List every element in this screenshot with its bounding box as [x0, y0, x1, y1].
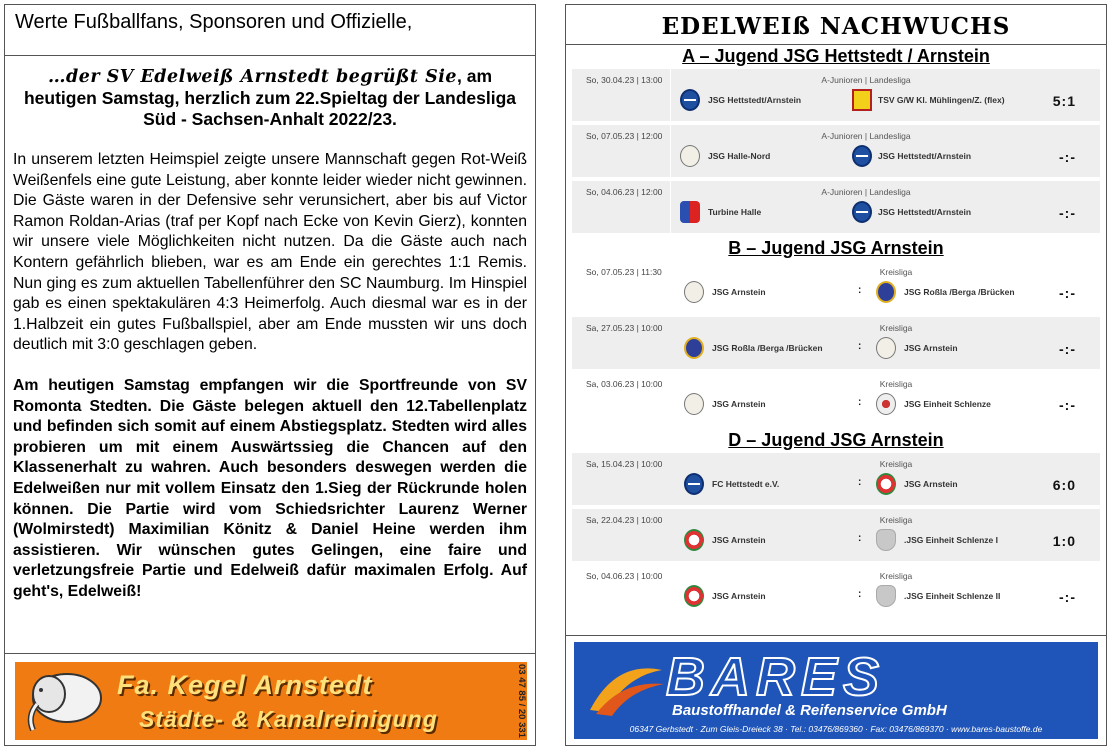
- match-date: Sa, 03.06.23 | 10:00: [586, 379, 663, 389]
- team-crest-icon: [680, 201, 700, 223]
- team-crest-icon: [684, 337, 704, 359]
- today-match-preview: Am heutigen Samstag empfangen wir die Sportfreunde von SV Romonta Stedten. Die Gäste belegen aktuell den 12.Tabellenplatz und befinden sich somit auf einem Abstiegsplatz. Stedten wird alles probieren um mit einem Auswärtssieg die Chancen auf den Klassenerhalt zu wahren. Auch besonders deswegen werden die Edelweißen nur mit vollem Einsatz den 1.Sieg der Rückrunde holen können. Die Partie wird vom Schiedsrichter Laurenz Werner (Wolmirstedt) Maximilian Könitz & Daniel Heine werden ihm assistieren. Wir wünschen gutes Gelingen, eine faire und verletzungsfreie Partie und Edelweiß dafür maximalen Erfolg. Auf geht's, Edelweiß!: [13, 376, 527, 600]
- welcome-intro: [5, 56, 535, 130]
- team-crest-icon: [684, 585, 704, 607]
- away-team: JSG Einheit Schlenze: [904, 399, 991, 409]
- away-team: .JSG Einheit Schlenze I: [904, 535, 998, 545]
- kegel-ad-name: Fa. Kegel Arnstedt: [117, 670, 373, 700]
- match-result: 1:0: [1052, 533, 1076, 549]
- home-team: JSG Arnstein: [712, 535, 766, 545]
- score-separator: :: [858, 397, 862, 408]
- match-league: Kreisliga: [879, 267, 913, 277]
- kegel-ad-service: Städte- & Kanalreinigung: [139, 706, 438, 732]
- match-league: A-Junioren | Landesliga: [821, 75, 911, 85]
- team-crest-icon: [684, 281, 704, 303]
- match-date: So, 30.04.23 | 13:00: [586, 75, 663, 85]
- flame-swoosh-icon: [586, 650, 666, 720]
- match-date: So, 04.06.23 | 10:00: [586, 571, 663, 581]
- score-separator: :: [858, 589, 862, 600]
- team-crest-icon: [852, 201, 872, 223]
- bares-ad-banner: [574, 642, 1098, 739]
- match-result: -:-: [1059, 397, 1076, 413]
- match-league: Kreisliga: [879, 379, 913, 389]
- home-team: FC Hettstedt e.V.: [712, 479, 780, 489]
- home-team: JSG Roßla /Berga /Brücken: [712, 343, 823, 353]
- match-date: Sa, 22.04.23 | 10:00: [586, 515, 663, 525]
- kegel-ad-banner: [15, 662, 527, 740]
- score-separator: :: [858, 285, 862, 296]
- section-heading-b: B – Jugend JSG Arnstein: [728, 238, 944, 258]
- team-crest-icon: [876, 473, 896, 495]
- match-result: 6:0: [1052, 477, 1076, 493]
- team-crest-icon: [684, 393, 704, 415]
- section-heading-d: D – Jugend JSG Arnstein: [728, 430, 944, 450]
- away-team: JSG Hettstedt/Arnstein: [878, 151, 972, 161]
- away-team: JSG Arnstein: [904, 343, 958, 353]
- home-team: JSG Arnstein: [712, 591, 766, 601]
- match-date: So, 07.05.23 | 11:30: [586, 267, 662, 277]
- team-crest-icon: [684, 473, 704, 495]
- match-row: [572, 453, 1100, 505]
- score-separator: :: [858, 341, 862, 352]
- elephant-icon: [19, 666, 109, 736]
- sponsor-ad-box-left: [5, 653, 535, 745]
- match-result: 5:1: [1052, 93, 1076, 109]
- kegel-ad-phone: 03 47 85 / 20 331: [509, 662, 527, 740]
- away-team: JSG Arnstein: [904, 479, 958, 489]
- team-crest-icon: [876, 393, 896, 415]
- team-crest-icon: [684, 529, 704, 551]
- away-team: JSG Roßla /Berga /Brücken: [904, 287, 1015, 297]
- score-separator: :: [858, 477, 862, 488]
- bares-ad-name: BARES: [666, 647, 886, 707]
- home-team: JSG Arnstein: [712, 399, 766, 409]
- match-result: -:-: [1059, 341, 1076, 357]
- match-league: Kreisliga: [879, 571, 913, 581]
- team-crest-icon: [876, 529, 896, 551]
- team-crest-icon: [680, 89, 700, 111]
- youth-panel: [565, 4, 1107, 746]
- match-result: -:-: [1059, 205, 1076, 221]
- youth-title: EDELWEIß NACHWUCHS: [566, 5, 1106, 45]
- match-row: [572, 69, 1100, 121]
- bares-ad-subtitle: Baustoffhandel & Reifenservice GmbH: [672, 702, 947, 719]
- match-league: A-Junioren | Landesliga: [821, 187, 911, 197]
- welcome-panel: [4, 4, 536, 746]
- team-crest-icon: [876, 337, 896, 359]
- match-league: Kreisliga: [879, 459, 913, 469]
- away-team: .JSG Einheit Schlenze II: [904, 591, 1001, 601]
- match-date: Sa, 27.05.23 | 10:00: [586, 323, 663, 333]
- home-team: JSG Halle-Nord: [708, 151, 771, 161]
- club-greeting: …der SV Edelweiß Arnstedt begrüßt Sie: [47, 67, 457, 87]
- match-row: [572, 181, 1100, 233]
- match-league: A-Junioren | Landesliga: [821, 131, 911, 141]
- away-team: TSV G/W Kl. Mühlingen/Z. (flex): [878, 95, 1005, 105]
- match-league: Kreisliga: [879, 323, 913, 333]
- match-date: So, 07.05.23 | 12:00: [586, 131, 663, 141]
- match-date: Sa, 15.04.23 | 10:00: [586, 459, 663, 469]
- home-team: Turbine Halle: [708, 207, 762, 217]
- team-crest-icon: [680, 145, 700, 167]
- section-heading-a: A – Jugend JSG Hettstedt / Arnstein: [682, 46, 990, 66]
- match-row: [572, 565, 1100, 617]
- match-row: [572, 261, 1100, 313]
- team-crest-icon: [876, 585, 896, 607]
- team-crest-icon: [852, 89, 872, 111]
- welcome-intro-text: , am heutigen Samstag, herzlich zum 22.Spieltag der Landesliga Süd - Sachsen-Anhalt 2022/23.: [23, 66, 517, 129]
- last-match-report: In unserem letzten Heimspiel zeigte unsere Mannschaft gegen Rot-Weiß Weißenfels eine gute Leistung, aber konnte leider wieder nicht gewinnen. Die Gäste waren in der Defensive sehr verunsichert, aber bis auf Victor Ramon Roldan-Arias (traf per Kopf nach Ecke von Kevin Gierz), konnten wir unsere viele Möglichkeiten nicht nutzen. Da die Gäste auch nach Kontern gefährlich blieben, war es am Ende ein gerechtes 1:1 Remis. Nun ging es zum aktuellen Tabellenführer den SC Naumburg. Im Hinspiel gab es einen spektakulären 4:3 Heimerfolg. Auch diesmal war es in der 1.Halbzeit ein gutes Fußballspiel, aber am Ende mussten wir uns doch deutlich mit 3:0 geschlagen geben.: [13, 151, 527, 354]
- match-result: -:-: [1059, 589, 1076, 605]
- match-row: [572, 373, 1100, 425]
- away-team: JSG Hettstedt/Arnstein: [878, 207, 972, 217]
- match-league: Kreisliga: [879, 515, 913, 525]
- home-team: JSG Hettstedt/Arnstein: [708, 95, 802, 105]
- match-result: -:-: [1059, 149, 1076, 165]
- team-crest-icon: [876, 281, 896, 303]
- sponsor-ad-box-right: [566, 635, 1106, 745]
- score-separator: :: [858, 533, 862, 544]
- match-result: -:-: [1059, 285, 1076, 301]
- welcome-title: Werte Fußballfans, Sponsoren und Offizielle,: [5, 5, 535, 56]
- match-row: [572, 125, 1100, 177]
- home-team: JSG Arnstein: [712, 287, 766, 297]
- bares-ad-address: 06347 Gerbstedt · Zum Gleis-Dreieck 38 · Tel.: 03476/869360 · Fax: 03476/869370 · www.bares-baustoffe.de: [629, 724, 1043, 734]
- match-row: [572, 317, 1100, 369]
- match-row: [572, 509, 1100, 561]
- match-date: So, 04.06.23 | 12:00: [586, 187, 663, 197]
- team-crest-icon: [852, 145, 872, 167]
